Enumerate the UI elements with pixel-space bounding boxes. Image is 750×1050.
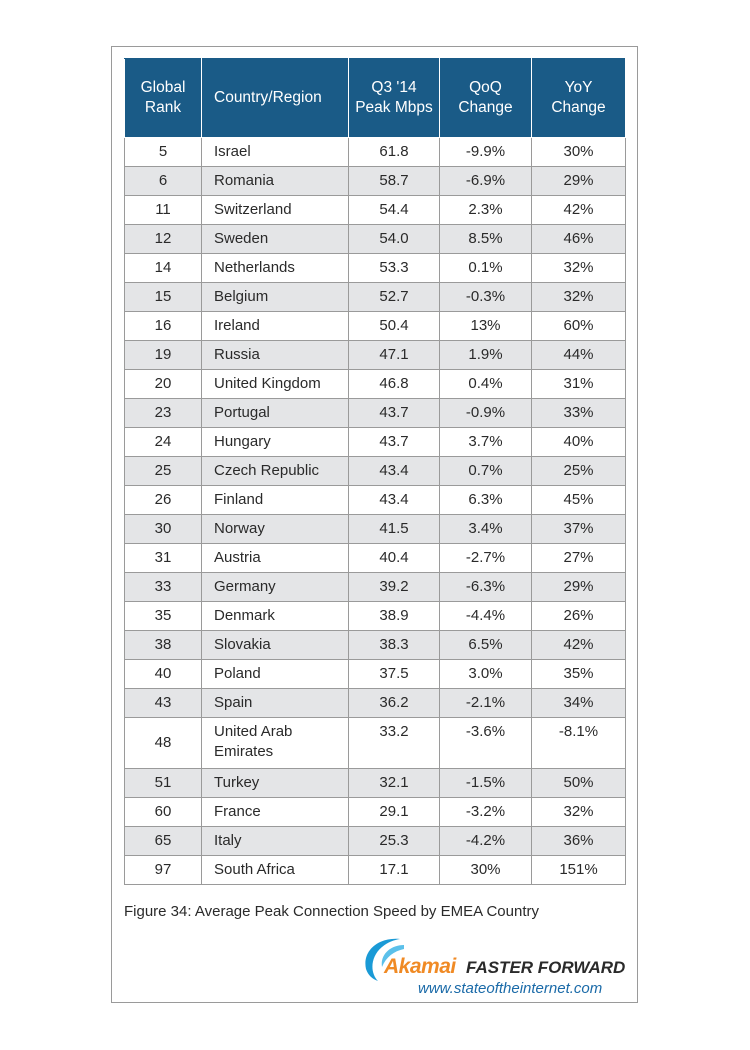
logo-tagline: FASTER FORWARD — [466, 958, 626, 977]
cell-rank: 97 — [125, 856, 202, 885]
cell-country: Czech Republic — [202, 457, 349, 486]
table-header-row — [125, 59, 626, 138]
cell-yoy: -8.1% — [532, 718, 626, 769]
cell-qoq: 0.4% — [440, 370, 532, 399]
cell-qoq: 0.7% — [440, 457, 532, 486]
cell-yoy: 27% — [532, 544, 626, 573]
table-row — [125, 254, 626, 283]
cell-yoy: 32% — [532, 254, 626, 283]
cell-peak: 43.7 — [349, 399, 440, 428]
cell-country: Switzerland — [202, 196, 349, 225]
table-row — [125, 827, 626, 856]
cell-country: Denmark — [202, 602, 349, 631]
cell-country: Sweden — [202, 225, 349, 254]
cell-qoq: 0.1% — [440, 254, 532, 283]
cell-peak: 29.1 — [349, 798, 440, 827]
table-row — [125, 167, 626, 196]
table-row — [125, 196, 626, 225]
table-row — [125, 631, 626, 660]
cell-country: Finland — [202, 486, 349, 515]
cell-country: United Arab Emirates — [202, 718, 349, 769]
cell-peak: 32.1 — [349, 769, 440, 798]
cell-qoq: 3.4% — [440, 515, 532, 544]
cell-country: Romania — [202, 167, 349, 196]
header-country-region: Country/Region — [202, 59, 349, 138]
akamai-logo — [360, 935, 630, 997]
table-row — [125, 602, 626, 631]
cell-country: Portugal — [202, 399, 349, 428]
cell-yoy: 42% — [532, 631, 626, 660]
cell-rank: 12 — [125, 225, 202, 254]
cell-peak: 37.5 — [349, 660, 440, 689]
table-row — [125, 486, 626, 515]
cell-peak: 58.7 — [349, 167, 440, 196]
cell-qoq: 1.9% — [440, 341, 532, 370]
website-link[interactable]: www.stateoftheinternet.com — [418, 980, 603, 997]
figure-caption: Figure 34: Average Peak Connection Speed by EMEA Country — [124, 903, 539, 920]
table-row — [125, 399, 626, 428]
cell-qoq: 3.7% — [440, 428, 532, 457]
cell-yoy: 33% — [532, 399, 626, 428]
cell-yoy: 29% — [532, 167, 626, 196]
cell-yoy: 35% — [532, 660, 626, 689]
cell-country: United Kingdom — [202, 370, 349, 399]
cell-qoq: -4.2% — [440, 827, 532, 856]
cell-yoy: 32% — [532, 283, 626, 312]
table-row — [125, 428, 626, 457]
cell-rank: 19 — [125, 341, 202, 370]
cell-peak: 54.0 — [349, 225, 440, 254]
table-row — [125, 769, 626, 798]
cell-qoq: 3.0% — [440, 660, 532, 689]
cell-peak: 41.5 — [349, 515, 440, 544]
cell-peak: 40.4 — [349, 544, 440, 573]
cell-peak: 38.9 — [349, 602, 440, 631]
cell-yoy: 36% — [532, 827, 626, 856]
cell-rank: 11 — [125, 196, 202, 225]
cell-qoq: 13% — [440, 312, 532, 341]
table-row — [125, 798, 626, 827]
table-row — [125, 312, 626, 341]
cell-yoy: 34% — [532, 689, 626, 718]
table-row — [125, 225, 626, 254]
cell-country: Turkey — [202, 769, 349, 798]
cell-qoq: -4.4% — [440, 602, 532, 631]
cell-qoq: -6.9% — [440, 167, 532, 196]
table-row — [125, 283, 626, 312]
cell-qoq: -0.9% — [440, 399, 532, 428]
cell-peak: 43.7 — [349, 428, 440, 457]
cell-rank: 15 — [125, 283, 202, 312]
header-qoq-change: QoQ Change — [440, 59, 532, 138]
cell-peak: 54.4 — [349, 196, 440, 225]
cell-peak: 36.2 — [349, 689, 440, 718]
cell-country: Hungary — [202, 428, 349, 457]
cell-rank: 6 — [125, 167, 202, 196]
cell-rank: 35 — [125, 602, 202, 631]
cell-yoy: 31% — [532, 370, 626, 399]
cell-qoq: 2.3% — [440, 196, 532, 225]
table-row — [125, 515, 626, 544]
cell-yoy: 25% — [532, 457, 626, 486]
cell-rank: 51 — [125, 769, 202, 798]
cell-country: Israel — [202, 138, 349, 167]
cell-yoy: 40% — [532, 428, 626, 457]
cell-yoy: 46% — [532, 225, 626, 254]
cell-rank: 14 — [125, 254, 202, 283]
table-row — [125, 573, 626, 602]
cell-peak: 38.3 — [349, 631, 440, 660]
cell-yoy: 26% — [532, 602, 626, 631]
cell-country: Netherlands — [202, 254, 349, 283]
cell-rank: 60 — [125, 798, 202, 827]
cell-qoq: -0.3% — [440, 283, 532, 312]
cell-peak: 43.4 — [349, 457, 440, 486]
cell-rank: 30 — [125, 515, 202, 544]
cell-yoy: 151% — [532, 856, 626, 885]
cell-qoq: 30% — [440, 856, 532, 885]
table-row — [125, 689, 626, 718]
cell-rank: 65 — [125, 827, 202, 856]
cell-rank: 40 — [125, 660, 202, 689]
cell-country: France — [202, 798, 349, 827]
header-peak-mbps: Q3 '14 Peak Mbps — [349, 59, 440, 138]
cell-qoq: -2.1% — [440, 689, 532, 718]
cell-qoq: -9.9% — [440, 138, 532, 167]
cell-peak: 47.1 — [349, 341, 440, 370]
cell-yoy: 60% — [532, 312, 626, 341]
cell-peak: 25.3 — [349, 827, 440, 856]
cell-qoq: 6.5% — [440, 631, 532, 660]
cell-rank: 33 — [125, 573, 202, 602]
cell-rank: 31 — [125, 544, 202, 573]
cell-rank: 5 — [125, 138, 202, 167]
cell-peak: 39.2 — [349, 573, 440, 602]
cell-rank: 24 — [125, 428, 202, 457]
cell-peak: 46.8 — [349, 370, 440, 399]
cell-qoq: -3.2% — [440, 798, 532, 827]
header-yoy-change: YoY Change — [532, 59, 626, 138]
cell-rank: 25 — [125, 457, 202, 486]
cell-rank: 26 — [125, 486, 202, 515]
cell-rank: 48 — [125, 718, 202, 769]
cell-qoq: 8.5% — [440, 225, 532, 254]
cell-yoy: 29% — [532, 573, 626, 602]
table-body — [125, 138, 626, 885]
cell-qoq: -2.7% — [440, 544, 532, 573]
cell-peak: 53.3 — [349, 254, 440, 283]
cell-qoq: -6.3% — [440, 573, 532, 602]
cell-rank: 20 — [125, 370, 202, 399]
table-row — [125, 341, 626, 370]
table-row — [125, 457, 626, 486]
cell-yoy: 44% — [532, 341, 626, 370]
cell-country: Slovakia — [202, 631, 349, 660]
cell-yoy: 32% — [532, 798, 626, 827]
cell-country: Germany — [202, 573, 349, 602]
cell-rank: 38 — [125, 631, 202, 660]
cell-peak: 33.2 — [349, 718, 440, 769]
cell-country: Norway — [202, 515, 349, 544]
table-row — [125, 718, 626, 769]
table-row — [125, 370, 626, 399]
cell-yoy: 42% — [532, 196, 626, 225]
cell-country: Spain — [202, 689, 349, 718]
table-row — [125, 138, 626, 167]
cell-country: Russia — [202, 341, 349, 370]
cell-country: Austria — [202, 544, 349, 573]
table-row — [125, 544, 626, 573]
cell-rank: 16 — [125, 312, 202, 341]
cell-rank: 23 — [125, 399, 202, 428]
cell-peak: 52.7 — [349, 283, 440, 312]
cell-country: Poland — [202, 660, 349, 689]
table-row — [125, 660, 626, 689]
cell-yoy: 30% — [532, 138, 626, 167]
cell-country: Italy — [202, 827, 349, 856]
cell-country: South Africa — [202, 856, 349, 885]
table-row — [125, 856, 626, 885]
cell-peak: 61.8 — [349, 138, 440, 167]
cell-yoy: 37% — [532, 515, 626, 544]
header-global-rank: Global Rank — [125, 59, 202, 138]
cell-qoq: -3.6% — [440, 718, 532, 769]
cell-peak: 50.4 — [349, 312, 440, 341]
cell-yoy: 45% — [532, 486, 626, 515]
cell-country: Ireland — [202, 312, 349, 341]
cell-peak: 17.1 — [349, 856, 440, 885]
cell-country: Belgium — [202, 283, 349, 312]
cell-qoq: 6.3% — [440, 486, 532, 515]
cell-qoq: -1.5% — [440, 769, 532, 798]
akamai-wordmark: Akamai — [384, 955, 456, 978]
cell-rank: 43 — [125, 689, 202, 718]
cell-yoy: 50% — [532, 769, 626, 798]
peak-speed-table — [124, 58, 626, 885]
cell-peak: 43.4 — [349, 486, 440, 515]
